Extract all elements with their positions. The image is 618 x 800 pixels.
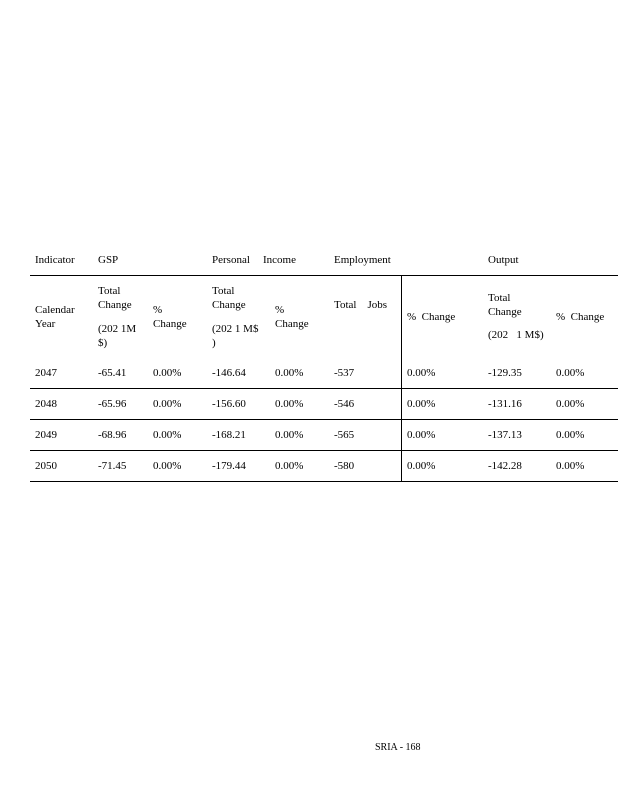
- cell-year: 2049: [35, 429, 57, 441]
- header-personal: Personal: [212, 254, 250, 266]
- cell-gsp-total: -65.96: [98, 398, 127, 410]
- subheader-out-pct: % Change: [556, 311, 605, 323]
- header-gsp: GSP: [98, 254, 119, 266]
- cell-emp-pct: 0.00%: [407, 460, 436, 472]
- subheader-calendar: Calendar: [35, 304, 75, 316]
- subheader-out-change: Change: [488, 306, 522, 318]
- cell-emp-total: -546: [334, 398, 355, 410]
- row-rule: [30, 419, 618, 420]
- cell-pi-total: -179.44: [212, 460, 246, 472]
- cell-out-total: -137.13: [488, 429, 522, 441]
- subheader-pi-pct-sign: %: [275, 304, 285, 316]
- cell-pi-total: -156.60: [212, 398, 246, 410]
- subheader-pi-total: Total: [212, 285, 235, 297]
- cell-emp-total: -580: [334, 460, 355, 472]
- subheader-gsp-total: Total: [98, 285, 121, 297]
- cell-emp-total: -565: [334, 429, 355, 441]
- row-rule: [30, 450, 618, 451]
- cell-pi-pct: 0.00%: [275, 460, 304, 472]
- cell-gsp-total: -68.96: [98, 429, 127, 441]
- header-income: Income: [263, 254, 296, 266]
- subheader-out-total: Total: [488, 292, 511, 304]
- row-rule: [30, 388, 618, 389]
- header-output: Output: [488, 254, 519, 266]
- header-indicator: Indicator: [35, 254, 75, 266]
- cell-gsp-pct: 0.00%: [153, 398, 182, 410]
- cell-out-pct: 0.00%: [556, 429, 585, 441]
- cell-out-total: -142.28: [488, 460, 522, 472]
- table-bottom-rule: [30, 481, 618, 482]
- subheader-gsp-change: Change: [98, 299, 132, 311]
- subheader-gsp-pct-sign: %: [153, 304, 163, 316]
- subheader-pi-pct-change: Change: [275, 318, 309, 330]
- cell-emp-total: -537: [334, 367, 355, 379]
- cell-pi-total: -168.21: [212, 429, 246, 441]
- cell-out-pct: 0.00%: [556, 367, 585, 379]
- cell-pi-pct: 0.00%: [275, 367, 304, 379]
- page-footer: SRIA - 168: [375, 742, 421, 753]
- cell-out-pct: 0.00%: [556, 460, 585, 472]
- subheader-emp-pct: % Change: [407, 311, 456, 323]
- header-employment: Employment: [334, 254, 391, 266]
- cell-emp-pct: 0.00%: [407, 429, 436, 441]
- cell-pi-pct: 0.00%: [275, 429, 304, 441]
- subheader-gsp-unit-end: $): [98, 337, 108, 349]
- cell-gsp-total: -65.41: [98, 367, 127, 379]
- subheader-pi-change: Change: [212, 299, 246, 311]
- cell-out-pct: 0.00%: [556, 398, 585, 410]
- subheader-year: Year: [35, 318, 56, 330]
- cell-emp-pct: 0.00%: [407, 398, 436, 410]
- cell-emp-pct: 0.00%: [407, 367, 436, 379]
- cell-out-total: -129.35: [488, 367, 522, 379]
- cell-out-total: -131.16: [488, 398, 522, 410]
- subheader-gsp-pct-change: Change: [153, 318, 187, 330]
- subheader-pi-unit-end: ): [212, 337, 216, 349]
- cell-pi-pct: 0.00%: [275, 398, 304, 410]
- cell-gsp-pct: 0.00%: [153, 460, 182, 472]
- subheader-gsp-unit: (202 1M: [98, 323, 137, 335]
- cell-year: 2047: [35, 367, 57, 379]
- cell-pi-total: -146.64: [212, 367, 246, 379]
- cell-year: 2050: [35, 460, 57, 472]
- cell-gsp-pct: 0.00%: [153, 367, 182, 379]
- cell-gsp-pct: 0.00%: [153, 429, 182, 441]
- cell-gsp-total: -71.45: [98, 460, 127, 472]
- cell-year: 2048: [35, 398, 57, 410]
- header-rule: [30, 275, 618, 276]
- subheader-pi-unit: (202 1 M$: [212, 323, 259, 335]
- subheader-emp-total: Total Jobs: [334, 299, 388, 311]
- subheader-out-unit: (202 1 M$): [488, 329, 544, 341]
